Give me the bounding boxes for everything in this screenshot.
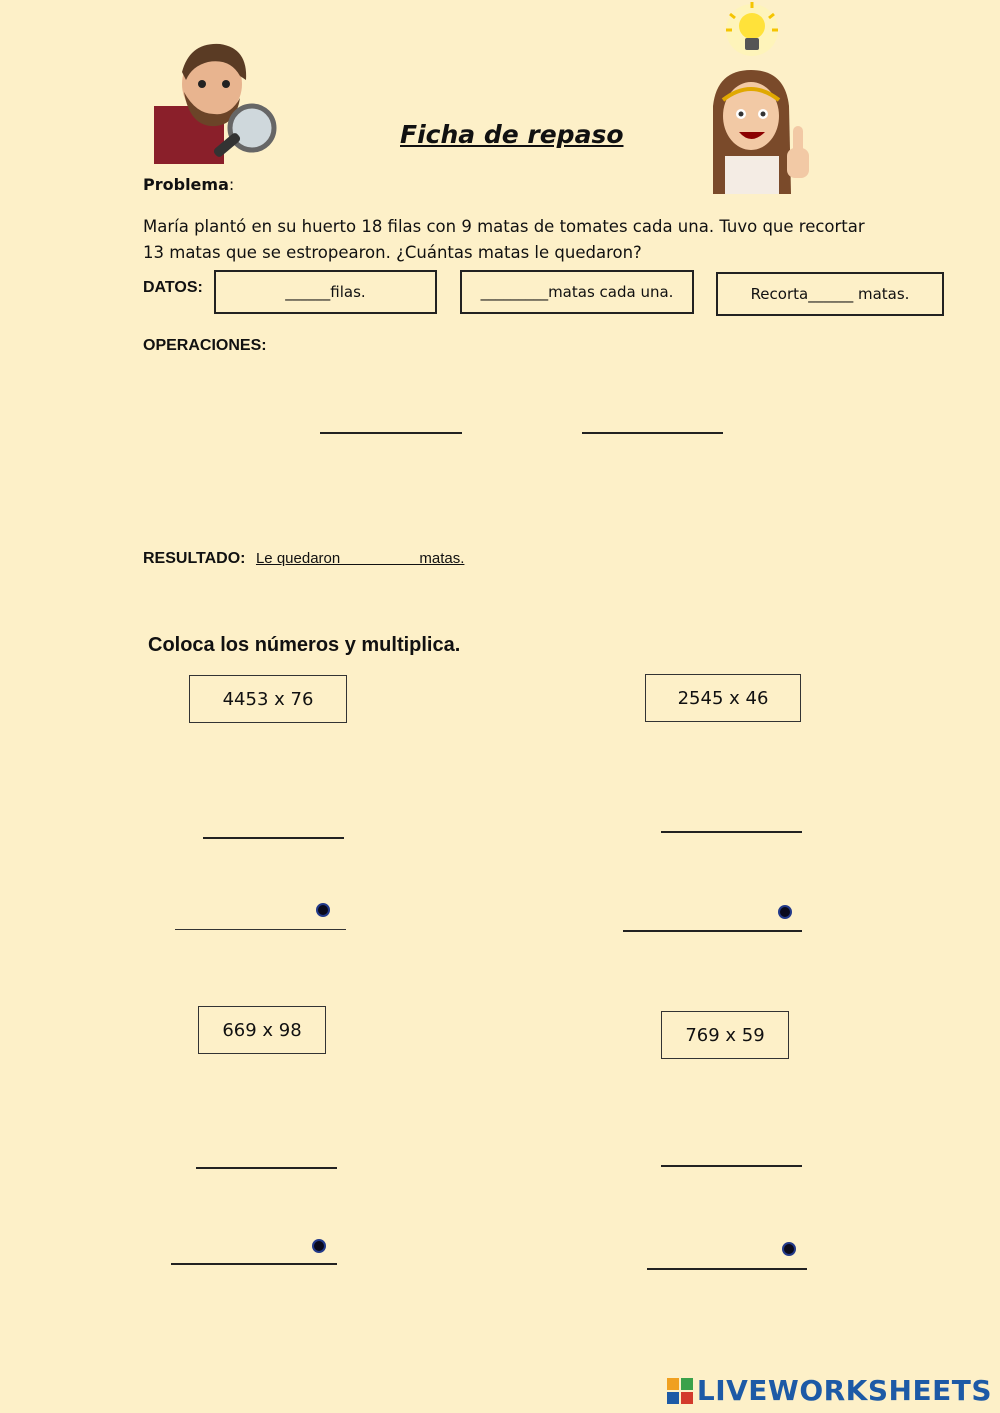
datos-filas-box[interactable]: [214, 270, 437, 314]
multiplication-box-1: [189, 675, 347, 723]
teacher-avatar: [705, 66, 820, 194]
ex4-result-line[interactable]: [647, 1268, 807, 1270]
multiplication-box-3: [198, 1006, 326, 1054]
datos-matas-box[interactable]: [460, 270, 694, 314]
resultado-row: [143, 550, 464, 568]
ex2-answer-dot[interactable]: [778, 905, 792, 919]
liveworksheets-logo[interactable]: [667, 1374, 992, 1407]
resultado-text: Le quedaron matas.: [255, 550, 465, 567]
ex3-partial-line[interactable]: [196, 1167, 337, 1169]
datos-matas-text: _________matas cada una.: [480, 283, 674, 301]
multiplication-box-2: [645, 674, 801, 722]
problem-label: Problema: [143, 175, 229, 194]
logo-text: LIVEWORKSHEETS: [696, 1374, 992, 1407]
lightbulb-icon: [720, 0, 784, 64]
lightbulb-illustration: [720, 0, 784, 64]
problem-line-1: María plantó en su huerto 18 filas con 9 matas de tomates cada una. Tuvo que recortar: [143, 217, 865, 236]
ex4-partial-line[interactable]: [661, 1165, 802, 1167]
ex1-result-line[interactable]: [175, 929, 346, 930]
ex1-partial-line[interactable]: [203, 837, 344, 839]
problem-statement: [143, 214, 873, 266]
operation-answer-line-2[interactable]: [582, 432, 723, 434]
problem-line-2: 13 matas que se estropearon. ¿Cuántas matas le quedaron?: [143, 243, 642, 262]
multiplication-text-1: 4453 x 76: [222, 688, 314, 710]
datos-filas-text: ______filas.: [285, 283, 366, 301]
resultado-label: RESULTADO:: [143, 550, 246, 567]
page-title: Ficha de repaso: [400, 120, 624, 149]
multiplication-box-4: [661, 1011, 789, 1059]
datos-recorta-text: Recorta______ matas.: [750, 285, 910, 303]
multiplication-text-2: 2545 x 46: [677, 687, 769, 709]
ex2-result-line[interactable]: [623, 930, 802, 932]
problem-heading: [143, 175, 234, 194]
liveworksheets-mark-icon: [667, 1378, 693, 1404]
teacher-illustration: [705, 66, 820, 194]
detective-avatar: [150, 36, 280, 166]
datos-label: DATOS:: [143, 279, 203, 296]
operaciones-label: OPERACIONES:: [143, 337, 267, 354]
ex2-partial-line[interactable]: [661, 831, 802, 833]
ex3-result-line[interactable]: [171, 1263, 337, 1265]
datos-recorta-box[interactable]: [716, 272, 944, 316]
multiplication-text-4: 769 x 59: [685, 1024, 765, 1046]
operation-answer-line-1[interactable]: [320, 432, 462, 434]
ex3-answer-dot[interactable]: [312, 1239, 326, 1253]
problem-colon: :: [228, 175, 235, 194]
ex1-answer-dot[interactable]: [316, 903, 330, 917]
detective-illustration: [150, 36, 280, 166]
multiplica-instruction: Coloca los números y multiplica.: [148, 634, 461, 656]
ex4-answer-dot[interactable]: [782, 1242, 796, 1256]
multiplication-text-3: 669 x 98: [222, 1019, 302, 1041]
